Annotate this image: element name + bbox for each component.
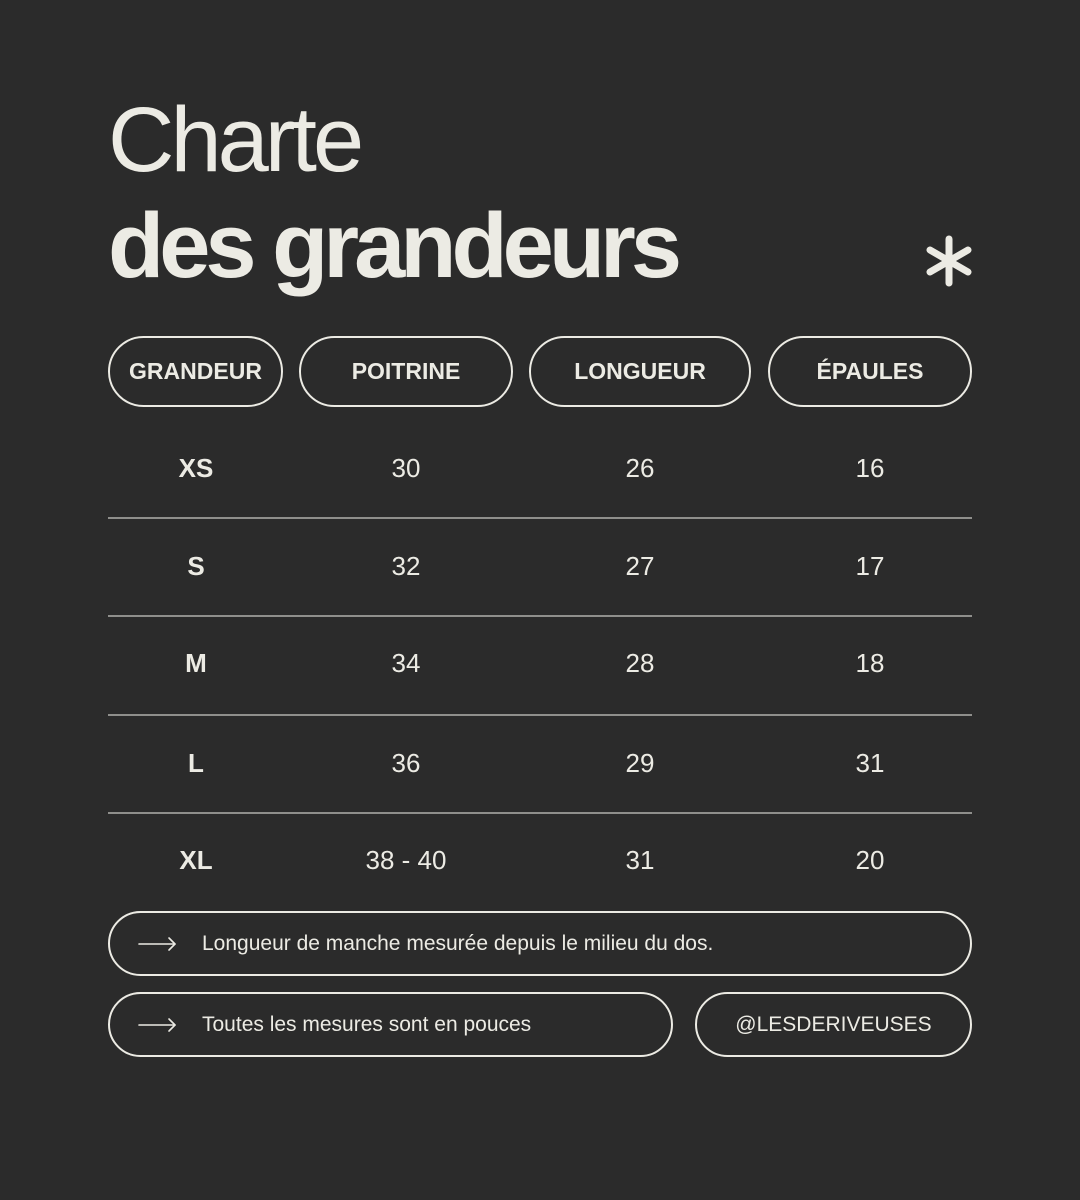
longueur-cell: 28 [625,648,655,678]
poitrine-cell: 36 [391,748,421,778]
longueur-cell: 26 [625,453,655,483]
size-cell: M [185,648,207,678]
header-longueur: LONGUEUR [529,336,751,407]
epaules-cell: 20 [855,845,885,875]
row-divider [108,517,972,519]
poitrine-cell: 38 - 40 [365,845,447,875]
social-handle-text: @LESDERIVEUSES [735,1012,932,1036]
note-units [108,992,673,1057]
social-handle[interactable] [695,992,972,1057]
row-divider [108,812,972,814]
title-line-2: des grandeurs [108,195,677,297]
epaules-cell: 17 [855,551,885,581]
arrow-right-icon [138,1017,178,1033]
note-sleeve [108,911,972,976]
title-line-1: Charte [108,89,361,191]
arrow-right-icon [138,936,178,952]
size-cell: L [188,748,204,778]
size-cell: XS [178,453,214,483]
header-grandeur: GRANDEUR [108,336,283,407]
poitrine-cell: 32 [391,551,421,581]
note-units-text: Toutes les mesures sont en pouces [202,1012,532,1036]
epaules-cell: 18 [855,648,885,678]
longueur-cell: 31 [625,845,655,875]
epaules-cell: 31 [855,748,885,778]
size-cell: S [187,551,205,581]
epaules-cell: 16 [855,453,885,483]
poitrine-cell: 30 [391,453,421,483]
size-cell: XL [179,845,213,875]
note-sleeve-text: Longueur de manche mesurée depuis le milieu du dos. [202,931,714,955]
poitrine-cell: 34 [391,648,421,678]
header-epaules: ÉPAULES [768,336,972,407]
header-poitrine: POITRINE [299,336,513,407]
longueur-cell: 27 [625,551,655,581]
row-divider [108,714,972,716]
row-divider [108,615,972,617]
longueur-cell: 29 [625,748,655,778]
asterisk-icon [922,234,976,288]
